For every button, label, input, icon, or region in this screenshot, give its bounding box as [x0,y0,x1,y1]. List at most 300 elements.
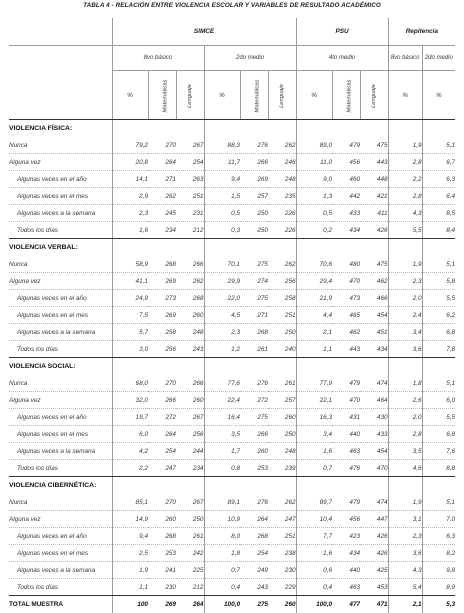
col-header-pct-10 [422,71,455,120]
table-cell: 423 [332,528,360,545]
section-spacer [204,239,240,257]
table-cell: 6,3 [422,528,455,545]
table-cell: 68,0 [112,375,148,392]
section-spacer [148,120,176,138]
table-cell: 226 [268,222,296,239]
table-cell: 426 [360,222,388,239]
table-cell: 89,0 [296,137,332,154]
table-cell: 14,1 [112,171,148,188]
table-cell: 261 [268,375,296,392]
table-cell: 275 [240,290,268,307]
section-spacer [268,239,296,257]
table-cell: 475 [360,137,388,154]
row-label: Algunas veces a la semana [9,205,112,222]
table-cell: 272 [240,392,268,409]
row-label: Algunas veces en el año [9,528,112,545]
col-header-mat-4 [240,71,268,120]
col-header-len-2 [176,71,204,120]
table-cell: 264 [240,511,268,528]
section-spacer [422,120,455,138]
table-cell: 8,4 [422,222,455,239]
row-label: Todos los días [9,579,112,596]
table-cell: 229 [268,579,296,596]
table-cell: 462 [360,273,388,290]
total-cell: 477 [332,596,360,613]
col-header-label: % [402,92,408,99]
table-cell: 243 [176,341,204,358]
table-cell: 58,9 [112,256,148,273]
col-header-label: Matemáticas [254,79,260,112]
table-cell: 473 [332,290,360,307]
table-cell: 7,7 [296,528,332,545]
table-row [9,171,455,188]
table-cell: 1,5 [204,188,240,205]
table-cell: 480 [332,256,360,273]
table-cell: 1,3 [296,188,332,205]
section-spacer [148,477,176,495]
table-cell: 267 [176,137,204,154]
section-spacer [268,358,296,376]
table-row [9,426,455,443]
table-row [9,154,455,171]
table-cell: 22,0 [204,290,240,307]
table-cell: 425 [360,562,388,579]
table-cell: 253 [148,545,176,562]
col-header-len-8 [360,71,388,120]
col-header-pct-0 [112,71,148,120]
section-spacer [296,239,332,257]
table-cell: 247 [148,460,176,477]
table-row [9,290,455,307]
table-cell: 248 [268,171,296,188]
section-spacer [332,477,360,495]
table-cell: 257 [240,188,268,205]
table-cell: 7,6 [422,443,455,460]
table-cell: 0,7 [204,562,240,579]
total-cell: 269 [148,596,176,613]
total-cell: 260 [268,596,296,613]
table-cell: 260 [176,307,204,324]
table-cell: 2,2 [112,460,148,477]
table-row [9,392,455,409]
table-cell: 88,3 [204,137,240,154]
table-cell: 8,5 [422,205,455,222]
table-cell: 2,3 [388,528,422,545]
table-cell: 41,1 [112,273,148,290]
table-cell: 1,6 [112,222,148,239]
table-cell: 270 [148,375,176,392]
table-cell: 474 [360,494,388,511]
table-cell: 21,9 [296,290,332,307]
section-spacer [240,358,268,376]
table-cell: 3,6 [388,341,422,358]
table-cell: 270 [148,494,176,511]
table-cell: 262 [148,188,176,205]
header-rep-8vo-label: 8vo básico [391,55,420,61]
table-cell: 5,1 [422,256,455,273]
table-cell: 260 [240,443,268,460]
table-cell: 269 [148,307,176,324]
row-label: Nunca [9,256,112,273]
section-header [9,120,455,138]
table-row [9,375,455,392]
table-cell: 3,6 [388,545,422,562]
table-cell: 1,1 [112,579,148,596]
table-row [9,205,455,222]
table-cell: 426 [360,545,388,562]
section-spacer [332,358,360,376]
row-label: Todos los días [9,460,112,477]
table-cell: 464 [360,392,388,409]
table-cell: 256 [148,341,176,358]
row-label: Algunas veces en el mes [9,307,112,324]
table-cell: 5,7 [112,324,148,341]
table-cell: 6,2 [422,307,455,324]
table-cell: 8,2 [422,545,455,562]
table-cell: 448 [360,171,388,188]
table-cell: 242 [176,545,204,562]
table-cell: 0,5 [204,205,240,222]
table-cell: 19,7 [112,409,148,426]
table-cell: 1,9 [388,494,422,511]
section-spacer [388,120,422,138]
table-cell: 1,9 [388,137,422,154]
section-spacer [296,120,332,138]
table-cell: 250 [240,222,268,239]
table-cell: 453 [360,579,388,596]
table-row [9,307,455,324]
table-cell: 4,5 [204,307,240,324]
table-cell: 4,3 [388,562,422,579]
table-cell: 244 [176,443,204,460]
table-cell: 3,4 [388,324,422,341]
table-cell: 249 [240,562,268,579]
table-cell: 470 [332,392,360,409]
table-cell: 2,0 [388,290,422,307]
table-cell: 225 [176,562,204,579]
table-cell: 434 [332,545,360,562]
table-cell: 22,4 [204,392,240,409]
table-cell: 440 [332,426,360,443]
col-header-label: Matemáticas [162,79,168,112]
table-cell: 261 [240,341,268,358]
table-cell: 2,3 [204,324,240,341]
table-cell: 264 [148,426,176,443]
section-spacer [360,239,388,257]
section-spacer [360,120,388,138]
table-cell: 70,6 [296,256,332,273]
table-cell: 4,3 [388,205,422,222]
table-cell: 447 [360,511,388,528]
table-cell: 460 [332,171,360,188]
section-spacer [388,477,422,495]
table-cell: 479 [332,375,360,392]
table-cell: 254 [148,443,176,460]
table-cell: 251 [268,528,296,545]
table-cell: 470 [360,460,388,477]
table-cell: 5,1 [422,137,455,154]
table-cell: 5,4 [388,579,422,596]
section-title: VIOLENCIA FÍSICA: [9,120,112,138]
section-title: VIOLENCIA SOCIAL: [9,358,112,376]
table-cell: 2,3 [112,205,148,222]
table-cell: 254 [240,545,268,562]
table-row [9,188,455,205]
section-spacer [268,477,296,495]
table-cell: 411 [360,205,388,222]
table-cell: 266 [176,375,204,392]
col-header-mat-7 [332,71,360,120]
table-cell: 2,4 [388,307,422,324]
table-cell: 11,0 [296,154,332,171]
table-cell: 230 [148,579,176,596]
table-cell: 433 [360,426,388,443]
total-cell: 264 [176,596,204,613]
table-cell: 0,5 [296,205,332,222]
table-row [9,562,455,579]
table-cell: 7,0 [422,511,455,528]
table-cell: 241 [148,562,176,579]
table-cell: 2,1 [296,324,332,341]
table-cell: 243 [240,579,268,596]
total-cell: 100,0 [296,596,332,613]
table-cell: 466 [360,290,388,307]
table-cell: 261 [176,528,204,545]
table-row [9,341,455,358]
table-cell: 262 [176,273,204,290]
table-cell: 434 [360,341,388,358]
section-spacer [332,239,360,257]
table-cell: 6,3 [422,171,455,188]
table-cell: 271 [240,307,268,324]
header-psu: PSU [296,18,388,46]
table-cell: 2,8 [388,154,422,171]
table-cell: 262 [268,494,296,511]
table-cell: 70,1 [204,256,240,273]
table-cell: 6,8 [422,324,455,341]
table-title: TABLA 4 - RELACIÓN ENTRE VIOLENCIA ESCOLAR Y VARIABLES DE RESULTADO ACADÉMICO [0,2,464,9]
table-cell: 475 [360,256,388,273]
table-cell: 5,8 [422,273,455,290]
table-cell: 89,1 [204,494,240,511]
table-cell: 465 [332,307,360,324]
table-cell: 276 [240,494,268,511]
section-spacer [204,358,240,376]
section-spacer [112,120,148,138]
table-cell: 257 [268,392,296,409]
table-cell: 235 [268,188,296,205]
section-title: VIOLENCIA VERBAL: [9,239,112,257]
col-header-pct-9 [388,71,422,120]
table-cell: 6,0 [422,392,455,409]
table-cell: 451 [360,324,388,341]
section-spacer [240,477,268,495]
table-cell: 0,6 [296,562,332,579]
table-cell: 231 [176,205,204,222]
table-cell: 7,8 [422,341,455,358]
table-cell: 29,9 [204,273,240,290]
table-cell: 4,6 [388,460,422,477]
header-repitencia: Repitencia [388,18,455,46]
table-cell: 250 [240,205,268,222]
table-cell: 1,7 [204,443,240,460]
table-cell: 9,4 [112,528,148,545]
row-label: Alguna vez [9,154,112,171]
header-corner [9,18,112,46]
table-cell: 268 [148,528,176,545]
table-row [9,494,455,511]
table-cell: 1,6 [296,443,332,460]
table-row [9,324,455,341]
table-cell: 9,0 [296,171,332,188]
col-header-label: Lenguaje [371,84,377,108]
table-cell: 470 [332,273,360,290]
col-header-label: % [436,92,442,99]
header-row-levels [9,46,455,71]
total-cell: 471 [360,596,388,613]
col-header-mat-1 [148,71,176,120]
total-label: TOTAL MUESTRA [9,596,112,613]
table-cell: 2,2 [388,171,422,188]
table-cell: 240 [268,341,296,358]
col-header-label: Matemáticas [346,79,352,112]
section-spacer [296,477,332,495]
table-cell: 32,0 [112,392,148,409]
section-header [9,358,455,376]
table-cell: 267 [176,409,204,426]
header-rep-8vo [388,46,422,71]
table-cell: 79,2 [112,137,148,154]
header-simce: SIMCE [112,18,296,46]
table-cell: 245 [148,205,176,222]
table-cell: 6,4 [422,188,455,205]
section-header [9,477,455,495]
table-cell: 4,2 [112,443,148,460]
section-spacer [296,358,332,376]
table-cell: 442 [332,188,360,205]
table-cell: 251 [268,307,296,324]
table-cell: 440 [332,562,360,579]
section-header [9,239,455,257]
table-cell: 29,4 [296,273,332,290]
table-cell: 463 [332,443,360,460]
row-label: Algunas veces en el mes [9,545,112,562]
section-title: VIOLENCIA CIBERNÉTICA: [9,477,112,495]
table-cell: 426 [360,528,388,545]
total-cell: 100 [112,596,148,613]
header-rep-2do [422,46,455,71]
row-label: Nunca [9,494,112,511]
table-cell: 9,4 [204,171,240,188]
row-label: Nunca [9,375,112,392]
row-label: Algunas veces en el mes [9,188,112,205]
row-label: Alguna vez [9,511,112,528]
table-cell: 272 [148,409,176,426]
table-cell: 260 [176,392,204,409]
table-cell: 89,7 [296,494,332,511]
row-label: Algunas veces en el año [9,409,112,426]
section-spacer [240,239,268,257]
col-header-label: % [219,92,225,99]
section-spacer [240,120,268,138]
section-spacer [204,477,240,495]
table-cell: 5,5 [388,222,422,239]
section-spacer [112,239,148,257]
table-cell: 8,8 [422,460,455,477]
table-cell: 212 [176,579,204,596]
header-simce-2do: 2do medio [204,46,296,71]
table-cell: 0,2 [296,222,332,239]
table-cell: 9,8 [422,562,455,579]
table-cell: 250 [268,324,296,341]
table-cell: 266 [148,392,176,409]
header-rep-2do-label: 2do medio [425,55,453,61]
section-spacer [176,477,204,495]
table-cell: 434 [332,222,360,239]
table-cell: 454 [360,307,388,324]
table-cell: 253 [240,460,268,477]
table-cell: 254 [176,154,204,171]
table-cell: 250 [176,511,204,528]
section-spacer [176,120,204,138]
table-cell: 10,9 [204,511,240,528]
header-empty [9,46,112,71]
header-psu-4to: 4to medio [296,46,388,71]
table-cell: 276 [240,375,268,392]
col-header-label: Lenguaje [279,84,285,108]
table-cell: 0,8 [204,460,240,477]
row-label: Algunas veces a la semana [9,562,112,579]
row-label: Todos los días [9,341,112,358]
table-row [9,443,455,460]
table-cell: 11,7 [204,154,240,171]
section-spacer [268,120,296,138]
table-cell: 433 [332,205,360,222]
table-row [9,256,455,273]
table-cell: 22,1 [296,392,332,409]
section-spacer [388,239,422,257]
table-cell: 479 [332,494,360,511]
table-cell: 20,8 [112,154,148,171]
row-label: Alguna vez [9,392,112,409]
table-cell: 0,4 [204,579,240,596]
table-cell: 256 [268,273,296,290]
header-empty-2 [9,71,112,120]
table-cell: 5,1 [422,375,455,392]
table-cell: 246 [268,154,296,171]
table-row [9,460,455,477]
table-cell: 268 [240,324,268,341]
table-cell: 275 [240,409,268,426]
total-cell: 275 [240,596,268,613]
section-spacer [112,477,148,495]
table-cell: 463 [332,579,360,596]
table-cell: 268 [240,528,268,545]
section-spacer [360,477,388,495]
table-row [9,409,455,426]
table-cell: 258 [268,290,296,307]
table-cell: 234 [176,460,204,477]
table-cell: 5,5 [422,409,455,426]
section-spacer [148,358,176,376]
table-cell: 274 [240,273,268,290]
section-spacer [204,120,240,138]
table-body [9,120,455,613]
section-spacer [112,358,148,376]
table-cell: 5,5 [422,290,455,307]
table-cell: 462 [332,324,360,341]
table-row [9,273,455,290]
